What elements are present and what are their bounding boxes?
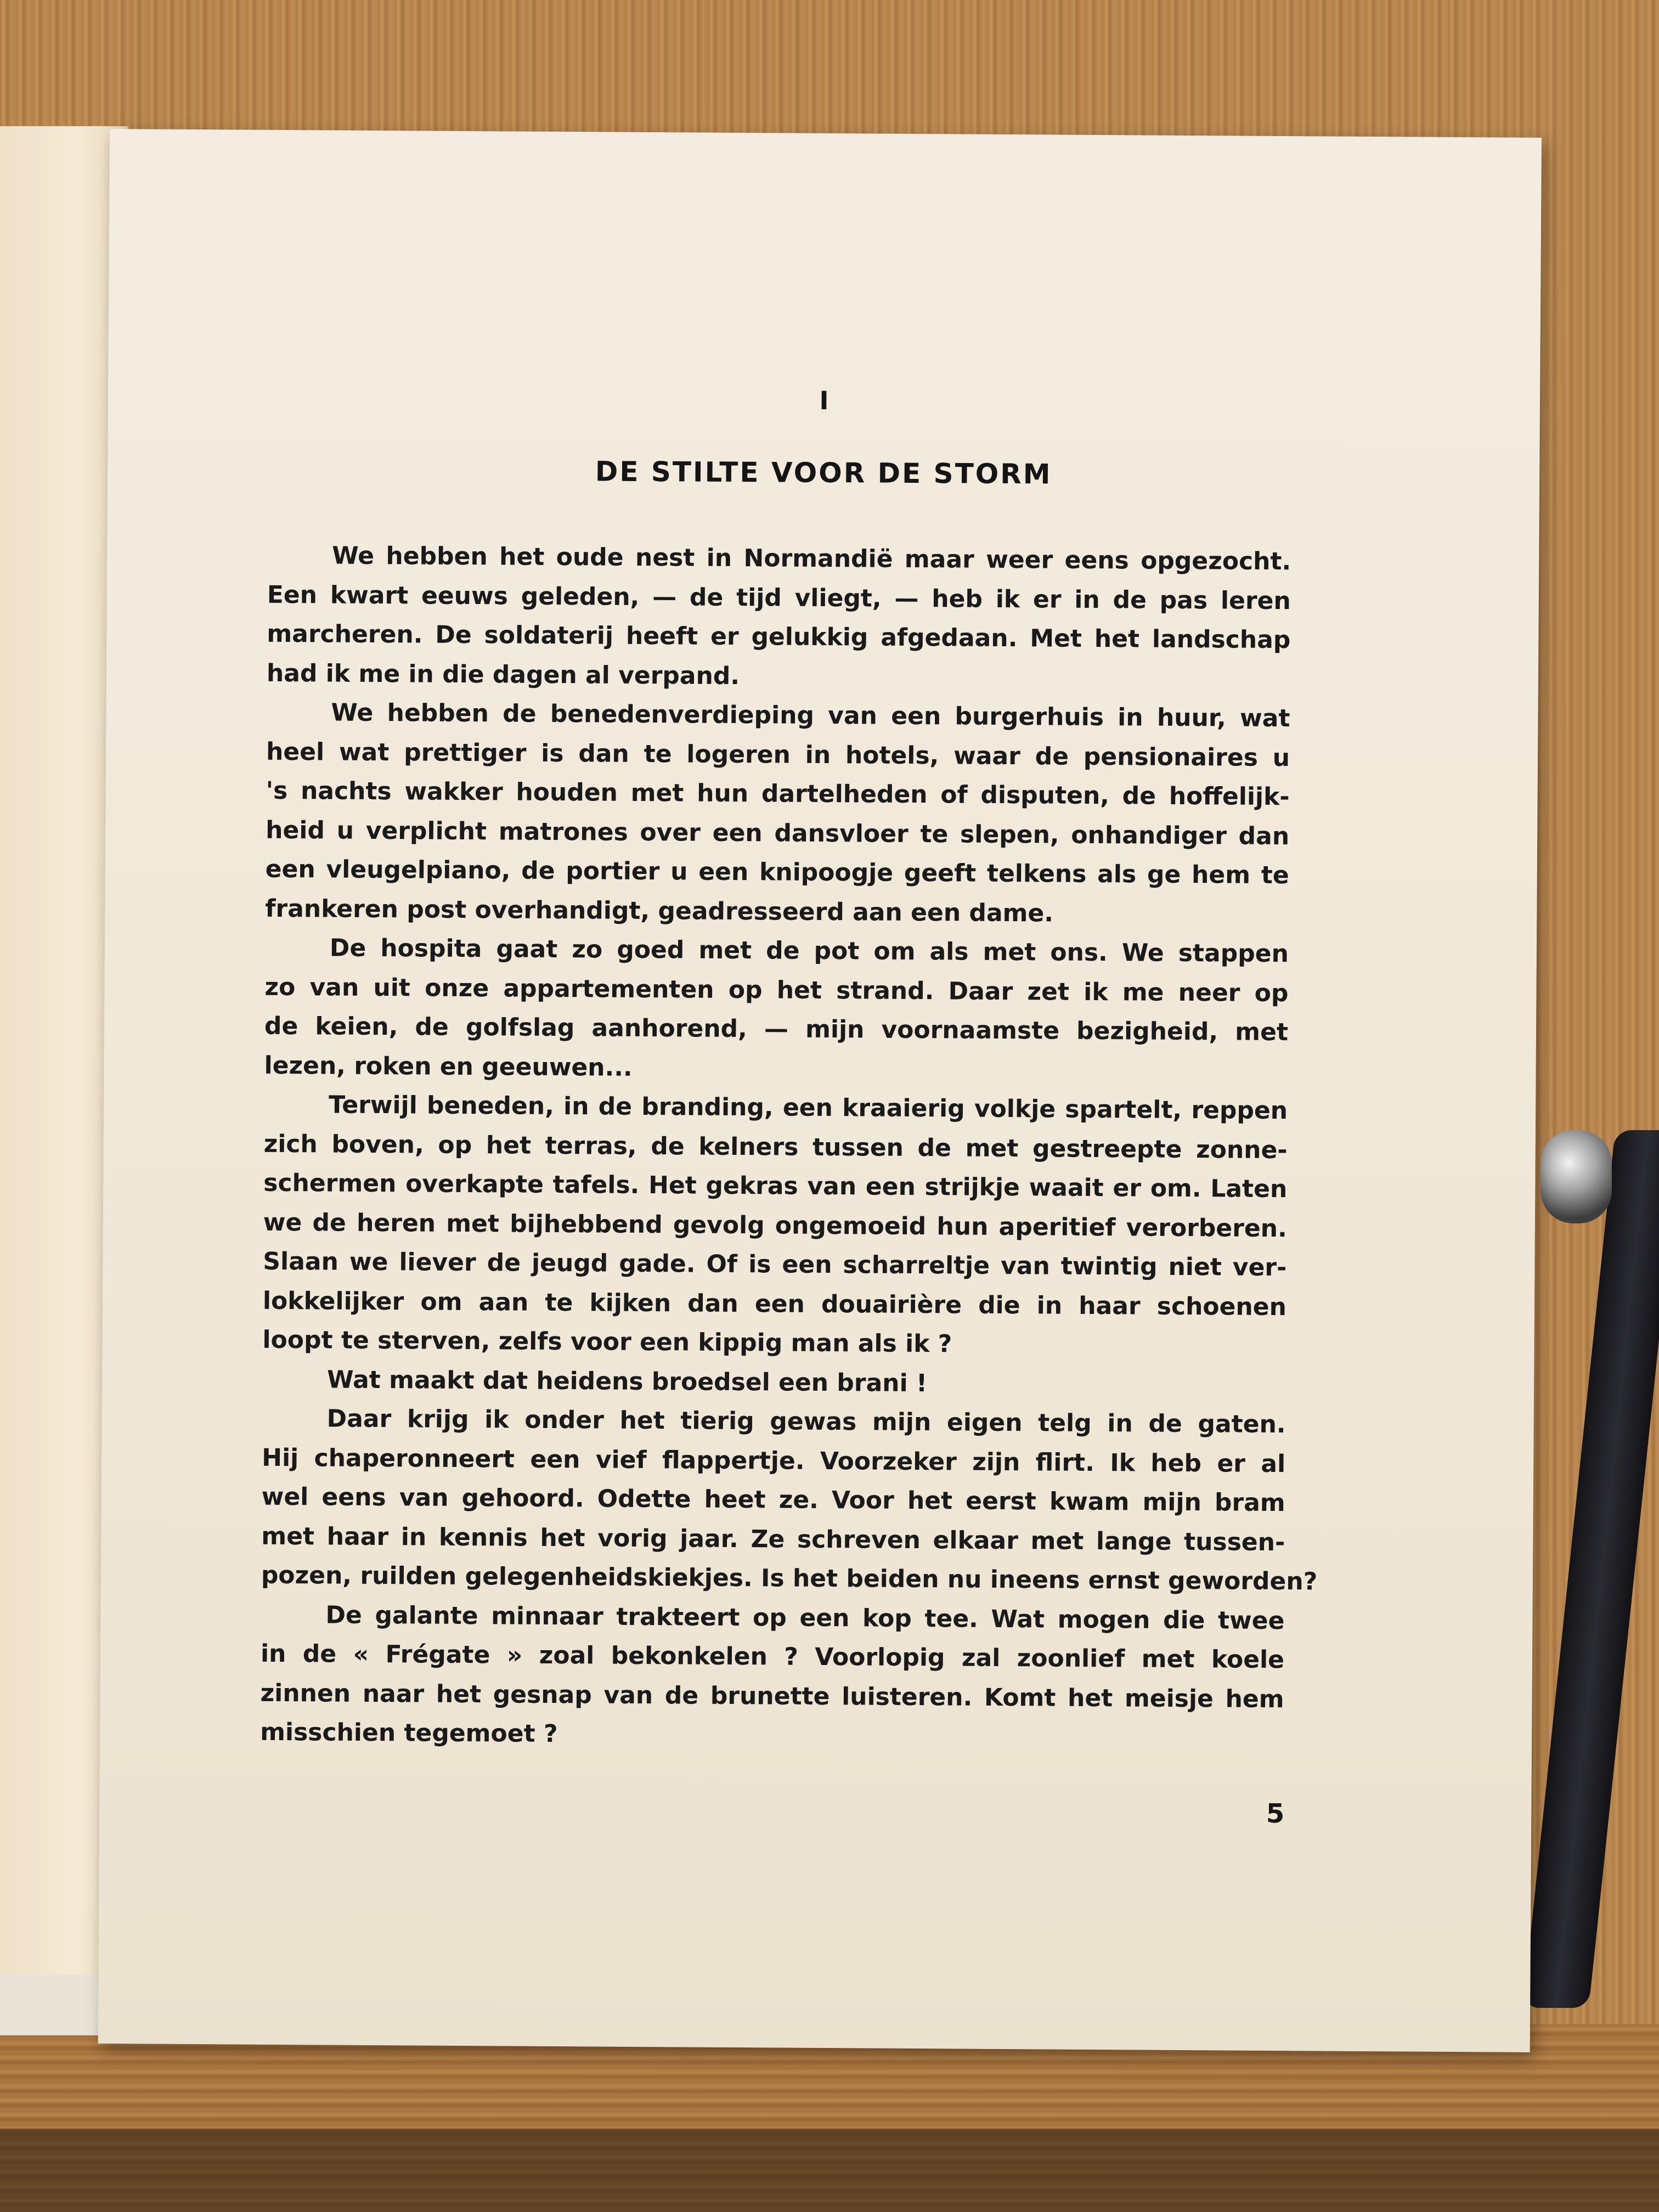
text-line: loopt te sterven, zelfs voor een kippig man als ik ? (262, 1325, 952, 1358)
text-line: pozen, ruilden gelegenheidskiekjes. Is het beiden nu ineens ernst geworden? (261, 1561, 1318, 1596)
text-line: had ik me in die dagen al verpand. (266, 659, 740, 690)
text-line: We hebben het oude nest in Normandië maar weer eens opgezocht. (332, 541, 1291, 576)
text-line: Slaan we liever de jeugd gade. Of is een scharreltje van twintig niet ver- (263, 1247, 1287, 1282)
text-line: 's nachts wakker houden met hun dartelheden of disputen, de hoffelijk- (266, 776, 1290, 811)
text-line: lokkelijker om aan te kijken dan een douairière die in haar schoenen (262, 1286, 1287, 1321)
book-stand-arm (1523, 1130, 1659, 2008)
text-line: zich boven, op het terras, de kelners tussen de met gestreepte zonne- (263, 1130, 1288, 1164)
text-line: de keien, de golfslag aanhorend, — mijn voornaamste bezigheid, met (264, 1012, 1289, 1047)
text-line: lezen, roken en geeuwen... (264, 1051, 633, 1082)
text-line: zinnen naar het gesnap van de brunette luisteren. Komt het meisje hem (260, 1679, 1284, 1713)
text-line: De galante minnaar trakteert op een kop tee. Wat mogen die twee (325, 1600, 1285, 1635)
text-line: Hij chaperonneert een vief flappertje. Voorzeker zijn flirt. Ik heb er al (262, 1443, 1286, 1478)
book-stand-clip (1541, 1130, 1612, 1223)
book-page (98, 129, 1542, 2052)
text-line: schermen overkapte tafels. Het gekras van een strijkje waait er om. Laten (263, 1169, 1288, 1204)
text-line: Terwijl beneden, in de branding, een kraaierig volkje spartelt, reppen (328, 1091, 1288, 1125)
text-line: we de heren met bijhebbend gevolg ongemoeid hun aperitief verorberen. (263, 1208, 1287, 1243)
text-line: in de « Frégate » zoal bekonkelen ? Voorlopig zal zoonlief met koele (260, 1639, 1285, 1674)
body-text (259, 536, 1318, 1758)
chapter-title: DE STILTE VOOR DE STORM (595, 455, 1052, 490)
text-line: heid u verplicht matrones over een dansvloer te slepen, onhandiger dan (266, 816, 1290, 850)
text-line: Een kwart eeuws geleden, — de tijd vliegt, — heb ik er in de pas leren (267, 580, 1291, 615)
book-cover-corner (0, 1975, 110, 2035)
text-line: zo van uit onze appartementen op het strand. Daar zet ik me neer op (264, 973, 1289, 1007)
chapter-number: I (819, 385, 829, 416)
page-number: 5 (1266, 1798, 1285, 1830)
text-line: De hospita gaat zo goed met de pot om als met ons. We stappen (329, 934, 1289, 968)
text-line: We hebben de benedenverdieping van een burgerhuis in huur, wat (331, 698, 1290, 733)
text-line: Wat maakt dat heidens broedsel een brani ! (326, 1365, 928, 1397)
text-line: misschien tegemoet ? (259, 1718, 558, 1748)
text-line: Daar krijg ik onder het tierig gewas mijn eigen telg in de gaten. (326, 1404, 1286, 1439)
text-line: marcheren. De soldaterij heeft er gelukkig afgedaan. Met het landschap (267, 619, 1291, 654)
text-line: heel wat prettiger is dan te logeren in hotels, waar de pensionaires u (266, 737, 1290, 772)
text-line: frankeren post overhandigt, geadresseerd aan een dame. (265, 894, 1054, 928)
floor-shadow (0, 2129, 1659, 2212)
text-line: een vleugelpiano, de portier u een knipoogje geeft telkens als ge hem te (265, 855, 1289, 890)
text-line: wel eens van gehoord. Odette heet ze. Voor het eerst kwam mijn bram (261, 1482, 1285, 1517)
text-line: met haar in kennis het vorig jaar. Ze schreven elkaar met lange tussen- (261, 1522, 1285, 1556)
